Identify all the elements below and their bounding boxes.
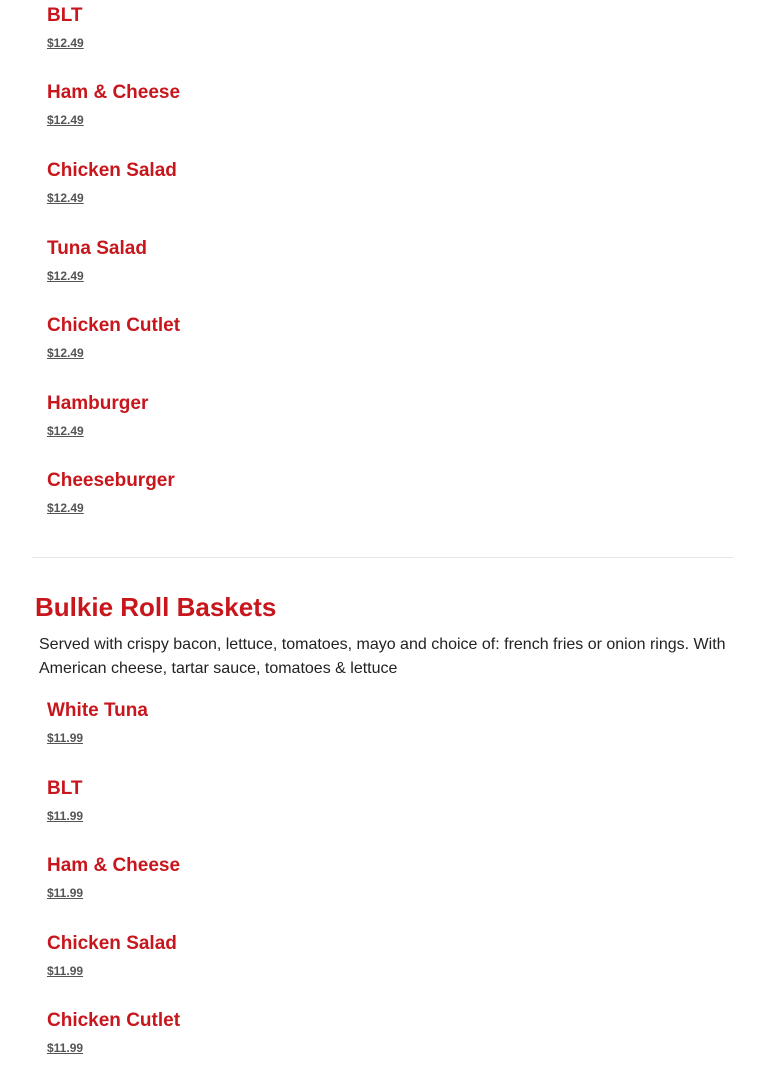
section-divider — [32, 557, 733, 558]
menu-item-price[interactable]: $12.49 — [47, 269, 84, 283]
menu-item-price[interactable]: $11.99 — [47, 809, 84, 823]
menu-item-price[interactable]: $11.99 — [47, 1041, 84, 1055]
menu-item-name: BLT — [47, 778, 83, 799]
menu-item-name: Ham & Cheese — [47, 82, 181, 103]
menu-item-price[interactable]: $12.49 — [47, 113, 84, 127]
menu-item-price[interactable]: $11.99 — [47, 964, 84, 978]
section-description: Served with crispy bacon, lettuce, tomatoes, mayo and choice of: french fries or onion rings. With American cheese, tartar sauce, tomatoes & lettuce — [39, 636, 726, 677]
menu-item[interactable] — [47, 82, 181, 127]
menu-item-price[interactable]: $11.99 — [47, 731, 84, 745]
menu-item[interactable] — [47, 855, 181, 900]
menu-item[interactable] — [47, 160, 177, 205]
menu-item-price[interactable]: $12.49 — [47, 424, 84, 438]
menu-item[interactable] — [47, 778, 84, 823]
menu-item[interactable] — [47, 393, 149, 438]
section-title: Bulkie Roll Baskets — [35, 592, 277, 622]
menu-item[interactable] — [47, 933, 177, 978]
menu-item[interactable] — [47, 315, 181, 360]
menu-item-price[interactable]: $12.49 — [47, 191, 84, 205]
menu-item-name: BLT — [47, 5, 83, 26]
menu-item[interactable] — [47, 1010, 181, 1055]
menu-item-name: Chicken Cutlet — [47, 1010, 181, 1031]
menu-item-name: Chicken Salad — [47, 160, 177, 181]
menu-item-name: White Tuna — [47, 700, 148, 721]
menu-item-price[interactable]: $12.49 — [47, 346, 84, 360]
menu-item[interactable] — [47, 470, 175, 515]
menu-item[interactable] — [47, 5, 84, 50]
menu-item-name: Chicken Cutlet — [47, 315, 181, 336]
menu-item[interactable] — [47, 238, 147, 283]
menu-item-name: Chicken Salad — [47, 933, 177, 954]
menu-item-price[interactable]: $12.49 — [47, 501, 84, 515]
menu-item-name: Hamburger — [47, 393, 149, 414]
menu-item-name: Cheeseburger — [47, 470, 175, 491]
menu-item-name: Ham & Cheese — [47, 855, 181, 876]
menu-item-price[interactable]: $11.99 — [47, 886, 84, 900]
menu-item[interactable] — [47, 700, 148, 745]
menu-item-price[interactable]: $12.49 — [47, 36, 84, 50]
menu-item-name: Tuna Salad — [47, 238, 147, 259]
